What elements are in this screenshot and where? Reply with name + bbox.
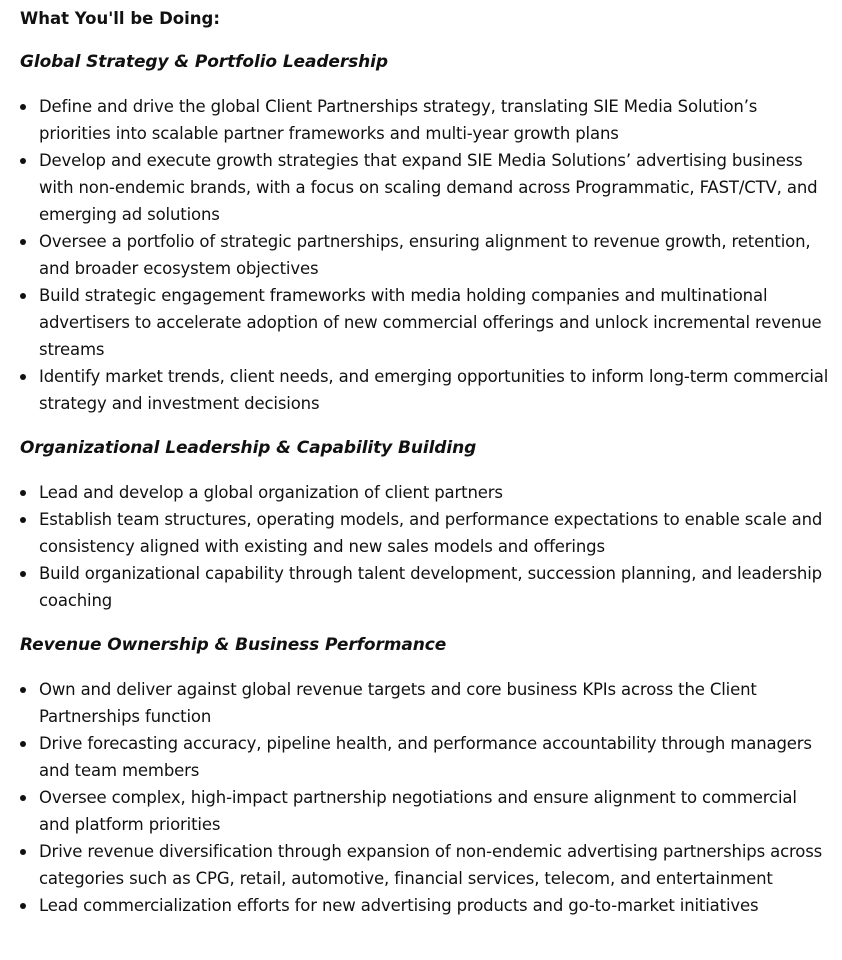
list-item-text: Build strategic engagement frameworks with media holding companies and multinational advertisers to accelerate adoption of new commercial offerings and unlock incremental revenue streams <box>39 286 822 359</box>
section-revenue-ownership <box>20 634 832 919</box>
bullet-icon <box>20 239 26 245</box>
list-item <box>20 892 832 919</box>
list-item <box>20 838 832 892</box>
section-heading: Organizational Leadership & Capability Building <box>20 438 477 458</box>
list-item-text: Drive revenue diversification through expansion of non-endemic advertising partnerships across categories such as CPG, retail, automotive, financial services, telecom, and entertainment <box>39 842 823 888</box>
section-heading: Revenue Ownership & Business Performance <box>20 635 447 655</box>
list-item <box>20 93 832 147</box>
page-title: What You'll be Doing: <box>20 9 220 28</box>
list-item <box>20 676 832 730</box>
list-item-text: Own and deliver against global revenue targets and core business KPIs across the Client Partnerships function <box>39 680 757 726</box>
list-item <box>20 784 832 838</box>
list-item <box>20 228 832 282</box>
list-item-text: Oversee a portfolio of strategic partnerships, ensuring alignment to revenue growth, retention, and broader ecosystem objectives <box>39 232 811 278</box>
list-item-text: Establish team structures, operating models, and performance expectations to enable scale and consistency aligned with existing and new sales models and offerings <box>39 510 823 556</box>
section-organizational-leadership <box>20 437 832 614</box>
list-item <box>20 506 832 560</box>
list-item-text: Define and drive the global Client Partnerships strategy, translating SIE Media Solution’s priorities into scalable partner frameworks and multi-year growth plans <box>39 97 758 143</box>
bullet-icon <box>20 293 26 299</box>
bullet-list <box>20 676 832 919</box>
bullet-icon <box>20 571 26 577</box>
list-item <box>20 282 832 363</box>
list-item-text: Drive forecasting accuracy, pipeline health, and performance accountability through managers and team members <box>39 734 812 780</box>
section-heading: Global Strategy & Portfolio Leadership <box>20 52 388 72</box>
bullet-icon <box>20 517 26 523</box>
bullet-icon <box>20 158 26 164</box>
bullet-icon <box>20 741 26 747</box>
list-item <box>20 147 832 228</box>
list-item-text: Identify market trends, client needs, and emerging opportunities to inform long-term commercial strategy and investment decisions <box>39 367 829 413</box>
bullet-icon <box>20 374 26 380</box>
bullet-list <box>20 93 832 417</box>
bullet-icon <box>20 490 26 496</box>
list-item-text: Build organizational capability through talent development, succession planning, and leadership coaching <box>39 564 822 610</box>
bullet-icon <box>20 104 26 110</box>
section-global-strategy <box>20 51 832 417</box>
list-item-text: Oversee complex, high-impact partnership negotiations and ensure alignment to commercial and platform priorities <box>39 788 797 834</box>
list-item <box>20 363 832 417</box>
bullet-list <box>20 479 832 614</box>
list-item <box>20 730 832 784</box>
list-item-text: Lead commercialization efforts for new advertising products and go-to-market initiatives <box>39 896 759 915</box>
bullet-icon <box>20 849 26 855</box>
list-item <box>20 479 832 506</box>
list-item-text: Develop and execute growth strategies that expand SIE Media Solutions’ advertising business with non-endemic brands, with a focus on scaling demand across Programmatic, FAST/CTV, and emerging ad solutions <box>39 151 818 224</box>
list-item-text: Lead and develop a global organization of client partners <box>39 483 503 502</box>
bullet-icon <box>20 795 26 801</box>
bullet-icon <box>20 687 26 693</box>
list-item <box>20 560 832 614</box>
bullet-icon <box>20 903 26 909</box>
